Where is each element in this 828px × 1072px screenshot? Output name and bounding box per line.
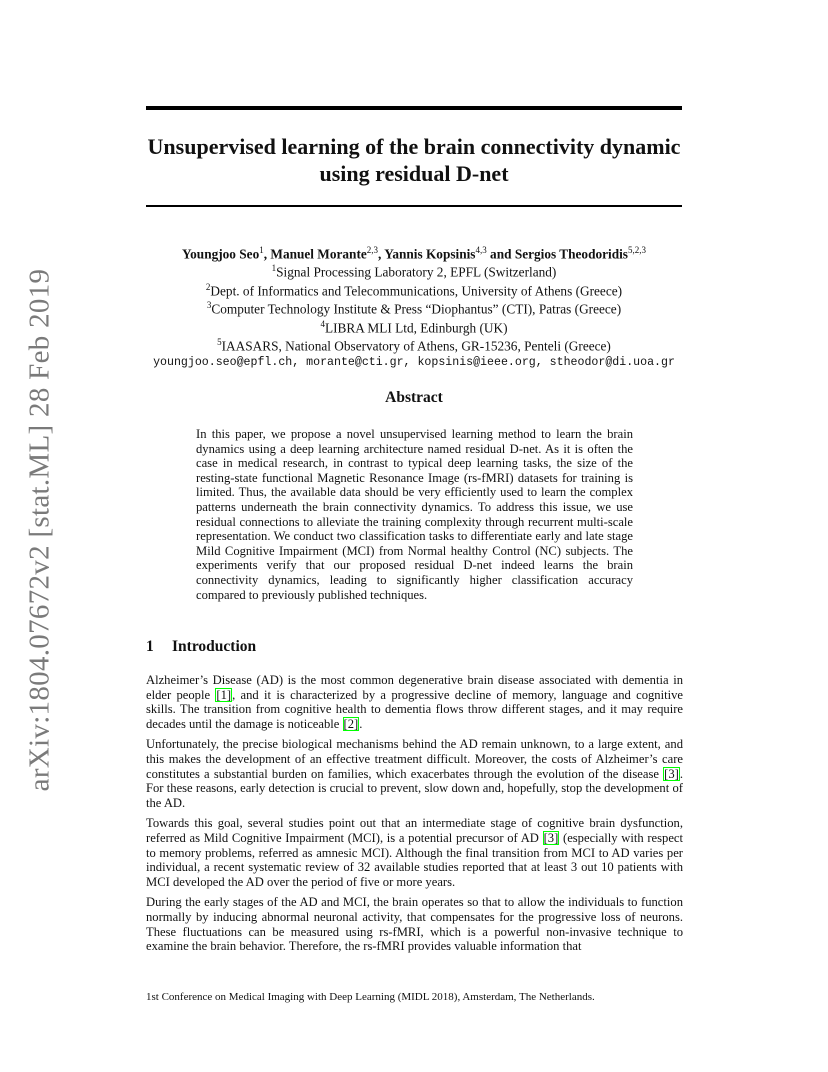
affiliation-mark: 5 (217, 337, 222, 348)
author-affiliation-mark: 5,2,3 (627, 245, 646, 255)
author-block (100, 243, 728, 370)
body-paragraph (146, 816, 683, 889)
affiliation-mark: 1 (271, 263, 277, 274)
paragraph-text: Alzheimer’s Disease (AD) is the most common degenerative brain disease associated with dementia in elder people (146, 673, 683, 702)
arxiv-side-stamp (18, 268, 62, 792)
paragraph-text: , and it is characterized by a progressive decline of memory, language and cognitive skills. The transition from cognitive health to dementia flows throw different stages, and it may require decades until the damage is noticeable (146, 687, 683, 731)
abstract-heading: Abstract (385, 389, 443, 406)
affiliation-text: LIBRA MLI Ltd, Edinburgh (UK) (324, 320, 508, 336)
author-separator: and (486, 246, 515, 262)
affiliation-mark: 4 (320, 318, 325, 329)
affiliation-line (100, 298, 728, 316)
section-heading (146, 638, 256, 656)
author-names (100, 243, 728, 261)
author-separator: , (263, 246, 271, 262)
citation-link[interactable]: [3] (543, 830, 559, 845)
affiliations (100, 261, 728, 353)
paragraph-text: During the early stages of the AD and MCI, the brain operates so that to allow the individuals to function normally by inducing abnormal neuronal activity, that compensates for the progressive loss of neurons. These fluctuations can be measured using rs-fMRI, which is a powerful non-invasive technique to examine the brain behavior. Therefore, the rs-fMRI provides valuable information that (146, 895, 683, 954)
affiliation-text: Signal Processing Laboratory 2, EPFL (Switzerland) (276, 264, 557, 280)
arxiv-identifier: arXiv:1804.07672v2 [stat.ML] 28 Feb 2019 (23, 268, 56, 792)
author-emails: youngjoo.seo@epfl.ch, morante@cti.gr, kopsinis@ieee.org, stheodor@di.uoa.gr (153, 355, 675, 369)
abstract-text: In this paper, we propose a novel unsupervised learning method to learn the brain dynamics using a deep learning architecture named residual D-net. As it is often the case in medical research, in contrast to typical deep learning tasks, the size of the resting-state functional Magnetic Resonance Image (rs-fMRI) datasets for training is limited. Thus, the available data should be very efficiently used to learn the complex patterns underneath the brain connectivity dynamics. To address this issue, we use residual connections to alleviate the training complexity through recurrent multi-scale representation. We conduct two classification tasks to differentiate early and late stage Mild Cognitive Impairment (MCI) from Normal healthy Control (NC) subjects. The experiments verify that our proposed residual D-net indeed learns the brain connectivity dynamics, leading to significantly higher classification accuracy compared to previously published techniques. (196, 427, 633, 602)
paragraph-text: . For these reasons, early detection is crucial to prevent, slow down and, hopefully, stop the development of the AD. (146, 766, 683, 810)
body-paragraph (146, 673, 683, 731)
citation-link[interactable]: [2] (343, 716, 359, 731)
body-paragraph (146, 737, 683, 810)
title-rule-bottom (146, 205, 682, 207)
paragraph-text: Towards this goal, several studies point out that an intermediate stage of cognitive brain dysfunction, referred as Mild Cognitive Impairment (MCI), is a potential precursor of AD (146, 816, 683, 845)
body-paragraph (146, 895, 683, 953)
author-affiliation-mark: 4,3 (475, 245, 487, 255)
author-name: Manuel Morante (270, 246, 367, 262)
paragraph-text: (especially with respect to memory problems, referred as amnesic MCI). Although the final transition from MCI to AD varies per individual, a recent systematic review of 32 available studies reported that at least 3 out 10 patients with MCI developed the AD over the period of five or more years. (146, 830, 683, 889)
body-text (146, 673, 683, 960)
affiliation-line (100, 317, 728, 335)
conference-footnote: 1st Conference on Medical Imaging with Deep Learning (MIDL 2018), Amsterdam, The Netherlands. (146, 991, 595, 1003)
affiliation-text: Computer Technology Institute & Press “Diophantus” (CTI), Patras (Greece) (211, 301, 622, 317)
section-title: Introduction (172, 638, 257, 655)
author-affiliation-mark: 1 (259, 245, 264, 255)
author-name: Yannis Kopsinis (384, 246, 476, 262)
author-affiliation-mark: 2,3 (366, 245, 379, 255)
affiliation-line (100, 335, 728, 353)
paragraph-text: Unfortunately, the precise biological mechanisms behind the AD remain unknown, to a large extent, and this makes the development of an effective treatment difficult. Moreover, the costs of Alzheimer’s care constitutes a substantial burden on families, which exacerbates through the evolution of the disease (146, 737, 683, 781)
affiliation-mark: 3 (206, 300, 212, 311)
paper-title: Unsupervised learning of the brain connectivity dynamic using residual D-net (147, 134, 681, 186)
affiliation-mark: 2 (205, 281, 211, 292)
author-name: Youngjoo Seo (182, 246, 260, 262)
author-name: Sergios Theodoridis (514, 246, 628, 262)
affiliation-line (100, 280, 728, 298)
citation-link[interactable]: [1] (216, 687, 232, 702)
affiliation-text: Dept. of Informatics and Telecommunications, University of Athens (Greece) (210, 283, 623, 299)
title-rule-top (146, 106, 682, 110)
affiliation-line (100, 261, 728, 279)
affiliation-text: IAASARS, National Observatory of Athens, GR-15236, Penteli (Greece) (221, 338, 611, 354)
author-separator: , (378, 246, 385, 262)
section-number: 1 (146, 638, 154, 655)
paragraph-text: . (359, 716, 363, 731)
citation-link[interactable]: [3] (664, 766, 679, 781)
